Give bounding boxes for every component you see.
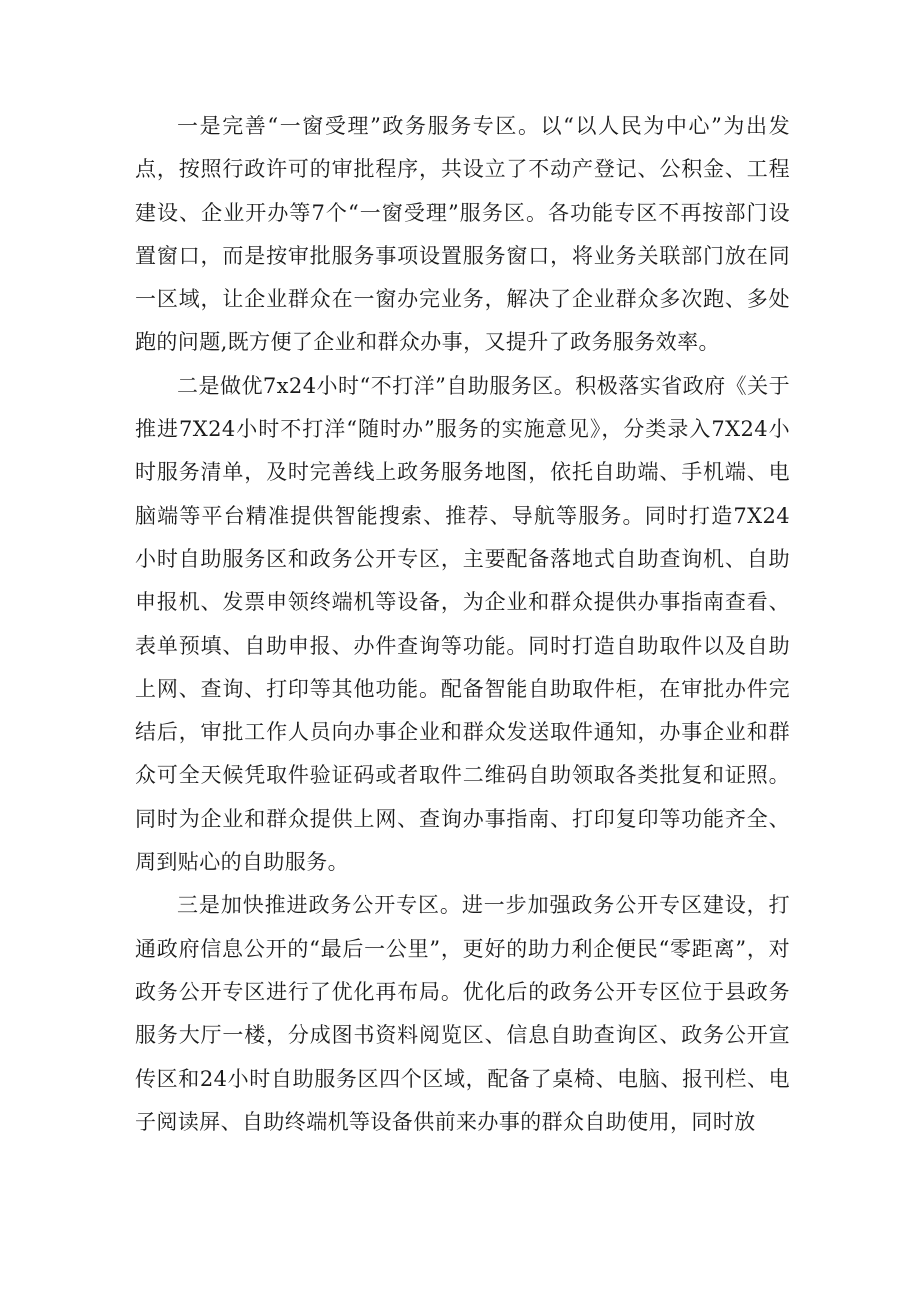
paragraph-self-service-area: 二是做优7x24小时“不打洋”自助服务区。积极落实省政府《关于推进7X24小时不打洋“随时办”服务的实施意见》，分类录入7X24小时服务清单，及时完善线上政务服务地图，依托自助端、手机端、电脑端等平台精准提供智能搜索、推荐、导航等服务。同时打造7X24小时自助服务区和政务公开专区，主要配备落地式自助查询机、自助申报机、发票申领终端机等设备，为企业和群众提供办事指南查看、表单预填、自助申报、办件查询等功能。同时打造自助取件以及自助上网、查询、打印等其他功能。配备智能自助取件柜，在审批办件完结后，审批工作人员向办事企业和群众发送取件通知，办事企业和群众可全天候凭取件验证码或者取件二维码自助领取各类批复和证照。同时为企业和群众提供上网、查询办事指南、打印复印等功能齐全、周到贴心的自助服务。 bbox=[135, 373, 790, 875]
paragraph-one-window-service: 一是完善“一窗受理”政务服务专区。以“以人民为中心”为出发点，按照行政许可的审批程序，共设立了不动产登记、公积金、工程建设、企业开办等7个“一窗受理”服务区。各功能专区不再按部门设置窗口，而是按审批服务事项设置服务窗口，将业务关联部门放在同一区域，让企业群众在一窗办完业务，解决了企业群众多次跑、多处跑的问题,既方便了企业和群众办事，又提升了政务服务效率。 bbox=[135, 114, 790, 355]
paragraph-government-affairs-disclosure: 三是加快推进政务公开专区。进一步加强政务公开专区建设，打通政府信息公开的“最后一公里”，更好的助力利企便民“零距离”，对政务公开专区进行了优化再布局。优化后的政务公开专区位于县政务服务大厅一楼，分成图书资料阅览区、信息自助查询区、政务公开宣传区和24小时自助服务区四个区域，配备了桌椅、电脑、报刊栏、电子阅读屏、自助终端机等设备供前来办事的群众自助使用，同时放 bbox=[135, 893, 790, 1134]
document-body bbox=[135, 105, 790, 1144]
